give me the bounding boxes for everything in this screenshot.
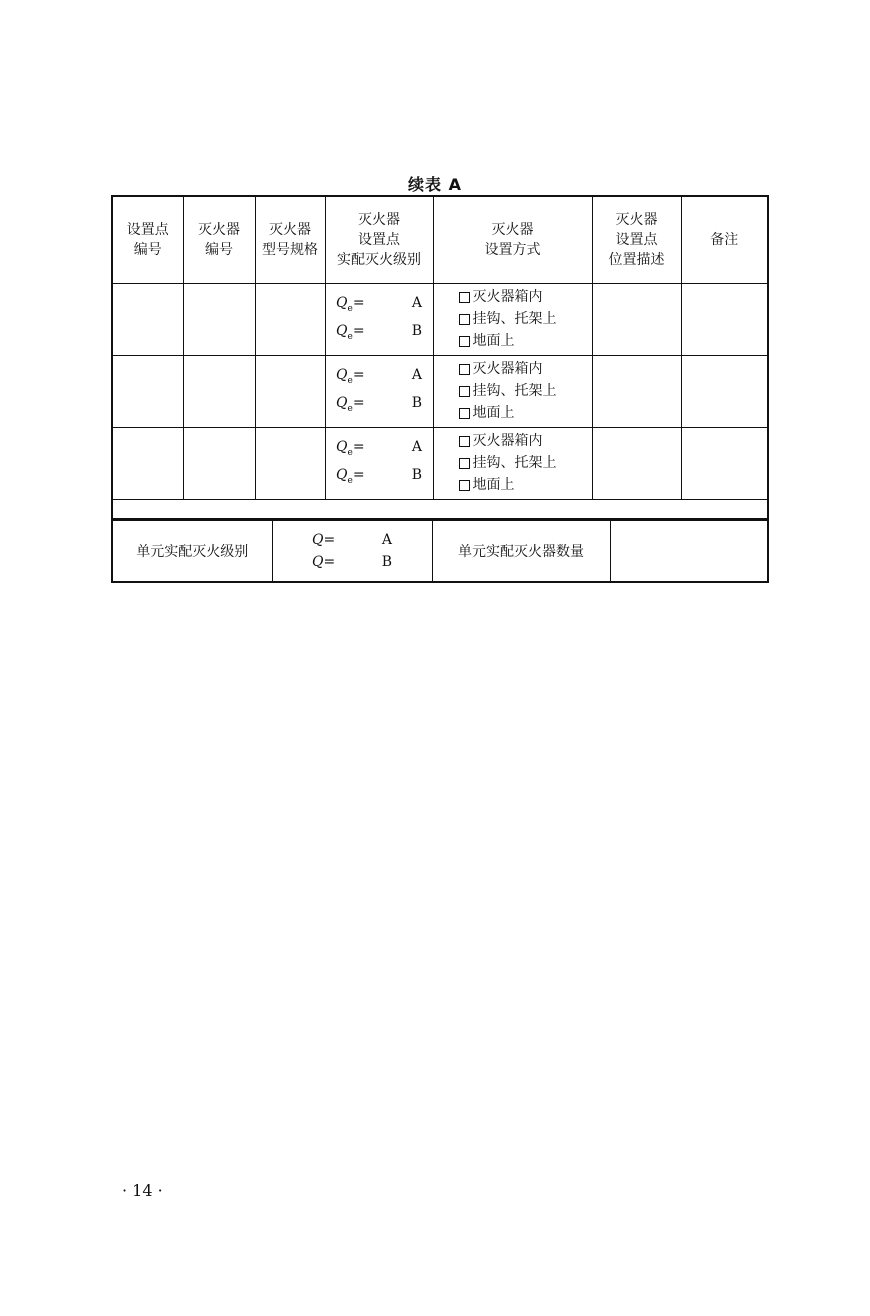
cell-mounting (433, 428, 592, 500)
option-hook-bracket[interactable]: 挂钩、托架上 (459, 380, 557, 402)
summary-rating-label: 单元实配灭火级别 (112, 521, 272, 583)
cell-location-desc[interactable] (592, 356, 681, 428)
option-floor[interactable]: 地面上 (459, 330, 557, 352)
checkbox-icon[interactable] (459, 458, 470, 469)
option-floor[interactable]: 地面上 (459, 474, 557, 496)
cell-extinguisher-id[interactable] (183, 284, 255, 356)
rating-b: $Q_e=$ B (336, 394, 422, 414)
checkbox-icon[interactable] (459, 480, 470, 491)
cell-model-spec[interactable] (255, 356, 325, 428)
cell-rating (325, 428, 433, 500)
summary-q-b: Q= B (312, 554, 392, 570)
rating-a: $Q_e=$ A (336, 438, 422, 458)
cell-remarks[interactable] (681, 356, 768, 428)
header-extinguisher-id: 灭火器 编号 (183, 196, 255, 284)
checkbox-icon[interactable] (459, 408, 470, 419)
cell-rating (325, 356, 433, 428)
header-row (112, 196, 768, 284)
checkbox-icon[interactable] (459, 364, 470, 375)
cell-extinguisher-id[interactable] (183, 356, 255, 428)
header-model-spec: 灭火器 型号规格 (255, 196, 325, 284)
cell-location-desc[interactable] (592, 284, 681, 356)
checkbox-icon[interactable] (459, 292, 470, 303)
header-location-desc: 灭火器 设置点 位置描述 (592, 196, 681, 284)
cell-remarks[interactable] (681, 284, 768, 356)
option-cabinet[interactable]: 灭火器箱内 (459, 286, 557, 308)
spacer-row (112, 500, 768, 520)
header-remarks: 备注 (681, 196, 768, 284)
spacer-cell (112, 500, 768, 520)
header-location-id: 设置点 编号 (112, 196, 183, 284)
summary-row (112, 521, 768, 583)
rating-a: $Q_e=$ A (336, 294, 422, 314)
cell-model-spec[interactable] (255, 284, 325, 356)
page-number: · 14 · (122, 1181, 163, 1200)
rating-b: $Q_e=$ B (336, 322, 422, 342)
rating-a: $Q_e=$ A (336, 366, 422, 386)
summary-q-a: Q= A (312, 532, 392, 548)
continued-table (111, 195, 767, 583)
rating-b: $Q_e=$ B (336, 466, 422, 486)
summary-table (111, 520, 769, 583)
summary-rating-value (272, 521, 432, 583)
cell-extinguisher-id[interactable] (183, 428, 255, 500)
table-row (112, 284, 768, 356)
cell-location-id[interactable] (112, 356, 183, 428)
cell-mounting (433, 284, 592, 356)
checkbox-icon[interactable] (459, 314, 470, 325)
checkbox-icon[interactable] (459, 386, 470, 397)
summary-count-value[interactable] (610, 521, 768, 583)
cell-model-spec[interactable] (255, 428, 325, 500)
table-title: 续表 A (408, 175, 462, 194)
table-row (112, 356, 768, 428)
checkbox-icon[interactable] (459, 436, 470, 447)
cell-mounting (433, 356, 592, 428)
extinguisher-table (111, 195, 769, 520)
option-hook-bracket[interactable]: 挂钩、托架上 (459, 308, 557, 330)
summary-count-label: 单元实配灭火器数量 (432, 521, 610, 583)
table-row (112, 428, 768, 500)
header-mounting-method: 灭火器 设置方式 (433, 196, 592, 284)
option-hook-bracket[interactable]: 挂钩、托架上 (459, 452, 557, 474)
checkbox-icon[interactable] (459, 336, 470, 347)
option-cabinet[interactable]: 灭火器箱内 (459, 358, 557, 380)
option-cabinet[interactable]: 灭火器箱内 (459, 430, 557, 452)
cell-location-id[interactable] (112, 284, 183, 356)
option-floor[interactable]: 地面上 (459, 402, 557, 424)
cell-location-id[interactable] (112, 428, 183, 500)
cell-location-desc[interactable] (592, 428, 681, 500)
cell-remarks[interactable] (681, 428, 768, 500)
header-rating: 灭火器 设置点 实配灭火级别 (325, 196, 433, 284)
cell-rating (325, 284, 433, 356)
